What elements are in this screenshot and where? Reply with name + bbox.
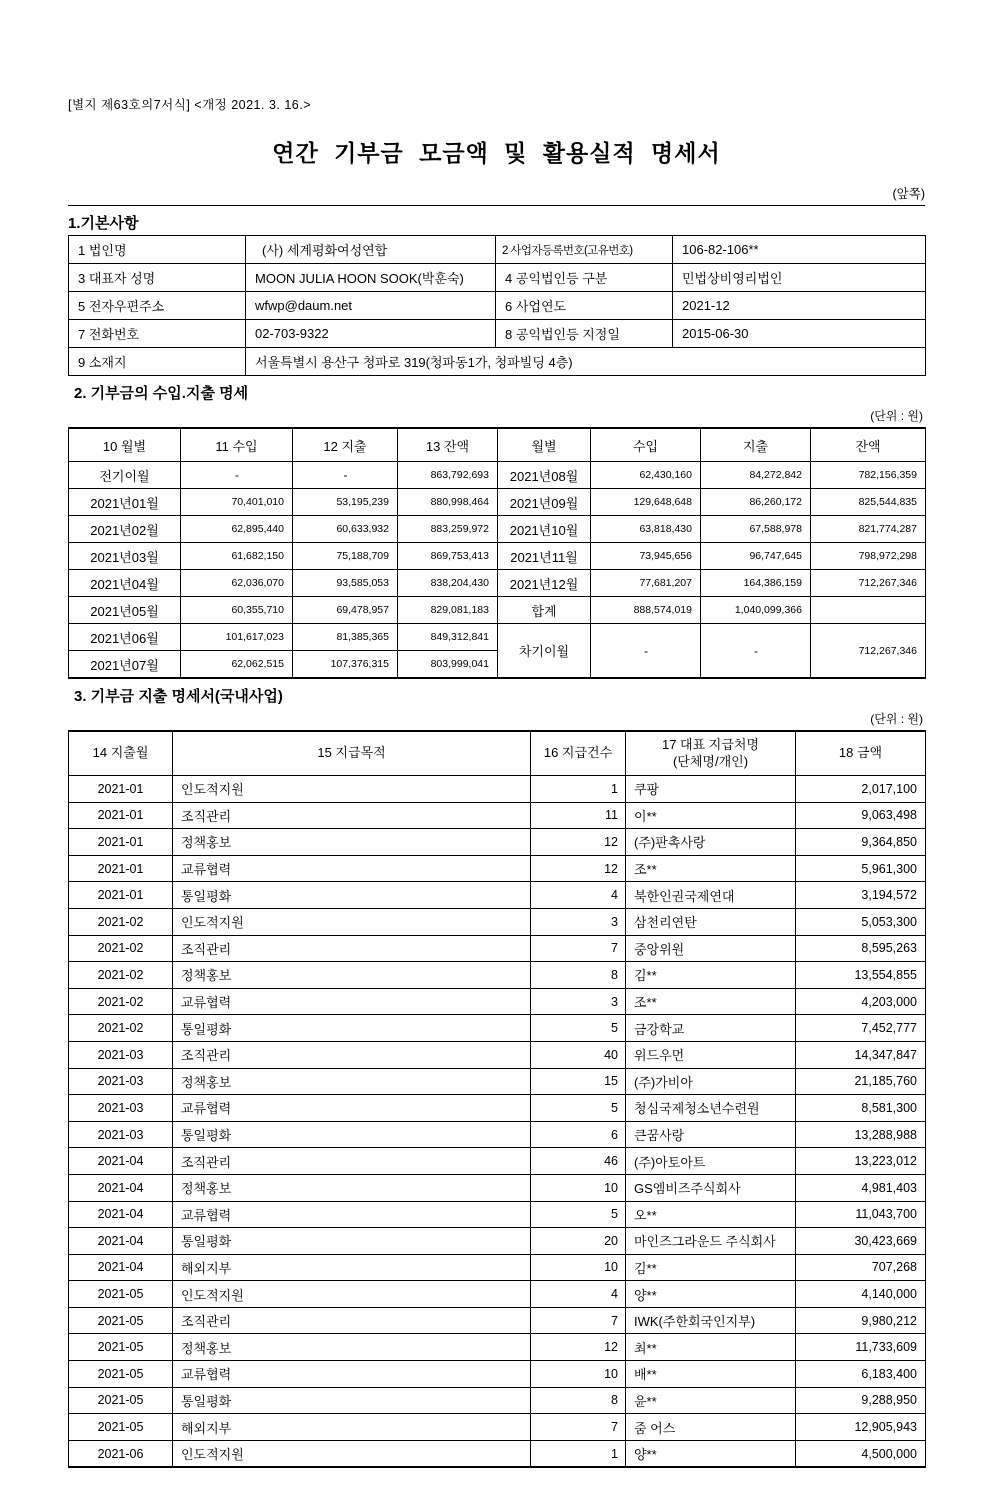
cell-count: 11 bbox=[531, 802, 626, 829]
cell-expense: 75,188,709 bbox=[293, 543, 398, 570]
basic-info-row bbox=[69, 264, 926, 292]
cell-amount: 4,203,000 bbox=[796, 988, 926, 1015]
basic-info-row bbox=[69, 292, 926, 320]
table-row bbox=[69, 802, 926, 829]
cell-income: 73,945,656 bbox=[591, 543, 701, 570]
cell-purpose: 통일평화 bbox=[173, 1228, 531, 1255]
cell-count: 20 bbox=[531, 1228, 626, 1255]
horizontal-divider bbox=[68, 205, 925, 206]
cell-count: 3 bbox=[531, 988, 626, 1015]
cell-balance: 829,081,183 bbox=[398, 597, 498, 624]
cell-amount: 6,183,400 bbox=[796, 1361, 926, 1388]
cell-payee: 양** bbox=[626, 1440, 796, 1467]
table-row bbox=[69, 1387, 926, 1414]
cell-month: 2021년04월 bbox=[69, 570, 181, 597]
cell-expense: - bbox=[293, 462, 398, 489]
cell-expense-month: 2021-03 bbox=[69, 1095, 173, 1122]
form-reference: [별지 제63호의7서식] <개정 2021. 3. 16.> bbox=[68, 98, 312, 112]
cell-amount: 13,554,855 bbox=[796, 962, 926, 989]
cell-payee: 배** bbox=[626, 1361, 796, 1388]
cell-amount: 11,733,609 bbox=[796, 1334, 926, 1361]
cell-amount: 13,223,012 bbox=[796, 1148, 926, 1175]
col-header: 수입 bbox=[591, 428, 701, 462]
income-expense-body bbox=[69, 462, 926, 679]
header-row bbox=[69, 731, 926, 776]
table-row bbox=[69, 908, 926, 935]
cell-amount: 4,500,000 bbox=[796, 1440, 926, 1467]
cell-expense-month: 2021-03 bbox=[69, 1041, 173, 1068]
cell-count: 3 bbox=[531, 908, 626, 935]
cell-purpose: 정책홍보 bbox=[173, 1334, 531, 1361]
cell-purpose: 교류협력 bbox=[173, 988, 531, 1015]
cell-expense: 93,585,053 bbox=[293, 570, 398, 597]
table-row bbox=[69, 988, 926, 1015]
cell-month: 2021년05월 bbox=[69, 597, 181, 624]
field-value: MOON JULIA HOON SOOK(박훈숙) bbox=[246, 264, 496, 292]
section3-unit-label: (단위 : 원) bbox=[870, 712, 923, 726]
cell-expense-month: 2021-04 bbox=[69, 1174, 173, 1201]
cell-balance: 825,544,835 bbox=[811, 489, 926, 516]
cell-balance: 838,204,430 bbox=[398, 570, 498, 597]
table-row bbox=[69, 1201, 926, 1228]
cell-income: 62,036,070 bbox=[181, 570, 293, 597]
table-row bbox=[69, 1361, 926, 1388]
cell-payee: 윤** bbox=[626, 1387, 796, 1414]
expenditure-detail-table bbox=[68, 730, 926, 1468]
cell-count: 1 bbox=[531, 776, 626, 803]
cell-expense: - bbox=[701, 624, 811, 679]
field-value: 서울특별시 용산구 청파로 319(청파동1가, 청파빌딩 4층) bbox=[246, 348, 926, 376]
cell-expense-month: 2021-05 bbox=[69, 1281, 173, 1308]
section2-heading: 2. 기부금의 수입.지출 명세 bbox=[74, 385, 249, 402]
table-row bbox=[69, 1068, 926, 1095]
cell-balance: 798,972,298 bbox=[811, 543, 926, 570]
cell-purpose: 조직관리 bbox=[173, 935, 531, 962]
cell-payee: (주)가비아 bbox=[626, 1068, 796, 1095]
cell-expense-month: 2021-01 bbox=[69, 829, 173, 856]
cell-expense-month: 2021-02 bbox=[69, 1015, 173, 1042]
col-header: 13 잔액 bbox=[398, 428, 498, 462]
cell-count: 6 bbox=[531, 1121, 626, 1148]
cell-purpose: 교류협력 bbox=[173, 1095, 531, 1122]
col-header-payee bbox=[626, 731, 796, 776]
cell-amount: 11,043,700 bbox=[796, 1201, 926, 1228]
cell-amount: 5,053,300 bbox=[796, 908, 926, 935]
cell-payee: 이** bbox=[626, 802, 796, 829]
cell-balance bbox=[811, 597, 926, 624]
cell-payee: (주)아토아트 bbox=[626, 1148, 796, 1175]
cell-month: 2021년08월 bbox=[498, 462, 591, 489]
section1-heading: 1.기본사항 bbox=[68, 215, 139, 232]
basic-info-table bbox=[68, 235, 926, 376]
cell-expense: 107,376,315 bbox=[293, 651, 398, 679]
cell-payee: 오** bbox=[626, 1201, 796, 1228]
table-row bbox=[69, 1148, 926, 1175]
table-row bbox=[69, 1254, 926, 1281]
table-row bbox=[69, 1095, 926, 1122]
cell-month: 2021년02월 bbox=[69, 516, 181, 543]
cell-expense-month: 2021-03 bbox=[69, 1068, 173, 1095]
basic-info-row bbox=[69, 236, 926, 264]
col-header-month: 14 지출월 bbox=[69, 731, 173, 776]
field-label: 8 공익법인등 지정일 bbox=[496, 320, 673, 348]
cell-amount: 707,268 bbox=[796, 1254, 926, 1281]
table-row bbox=[69, 1307, 926, 1334]
cell-income: 62,895,440 bbox=[181, 516, 293, 543]
cell-count: 15 bbox=[531, 1068, 626, 1095]
cell-count: 12 bbox=[531, 829, 626, 856]
field-label: 3 대표자 성명 bbox=[69, 264, 246, 292]
cell-purpose: 교류협력 bbox=[173, 1361, 531, 1388]
cell-count: 46 bbox=[531, 1148, 626, 1175]
cell-amount: 5,961,300 bbox=[796, 855, 926, 882]
cell-count: 40 bbox=[531, 1041, 626, 1068]
cell-expense: 1,040,099,366 bbox=[701, 597, 811, 624]
cell-payee: 위드우먼 bbox=[626, 1041, 796, 1068]
cell-expense-month: 2021-01 bbox=[69, 855, 173, 882]
cell-purpose: 통일평화 bbox=[173, 1121, 531, 1148]
cell-expense: 86,260,172 bbox=[701, 489, 811, 516]
field-value: wfwp@daum.net bbox=[246, 292, 496, 320]
cell-amount: 21,185,760 bbox=[796, 1068, 926, 1095]
cell-balance: 712,267,346 bbox=[811, 570, 926, 597]
cell-month: 2021년12월 bbox=[498, 570, 591, 597]
field-label: 1 법인명 bbox=[69, 236, 246, 264]
table-row bbox=[69, 1228, 926, 1255]
field-value: 2021-12 bbox=[673, 292, 926, 320]
cell-amount: 12,905,943 bbox=[796, 1414, 926, 1441]
cell-count: 8 bbox=[531, 962, 626, 989]
cell-payee: 마인즈그라운드 주식회사 bbox=[626, 1228, 796, 1255]
basic-info-body bbox=[69, 236, 926, 376]
col-header: 월별 bbox=[498, 428, 591, 462]
cell-count: 7 bbox=[531, 1307, 626, 1334]
cell-income: 62,062,515 bbox=[181, 651, 293, 679]
table-row bbox=[69, 1041, 926, 1068]
cell-expense: 67,588,978 bbox=[701, 516, 811, 543]
col-header: 12 지출 bbox=[293, 428, 398, 462]
cell-count: 10 bbox=[531, 1254, 626, 1281]
cell-payee: 큰꿈사랑 bbox=[626, 1121, 796, 1148]
cell-purpose: 인도적지원 bbox=[173, 908, 531, 935]
cell-month: 2021년01월 bbox=[69, 489, 181, 516]
cell-payee: GS엠비즈주식회사 bbox=[626, 1174, 796, 1201]
cell-count: 12 bbox=[531, 855, 626, 882]
cell-month: 합계 bbox=[498, 597, 591, 624]
cell-expense: 60,633,932 bbox=[293, 516, 398, 543]
cell-purpose: 교류협력 bbox=[173, 1201, 531, 1228]
cell-purpose: 정책홍보 bbox=[173, 962, 531, 989]
cell-balance: 782,156,359 bbox=[811, 462, 926, 489]
cell-expense-month: 2021-01 bbox=[69, 776, 173, 803]
cell-income: 61,682,150 bbox=[181, 543, 293, 570]
basic-info-row bbox=[69, 320, 926, 348]
cell-purpose: 정책홍보 bbox=[173, 1174, 531, 1201]
cell-purpose: 조직관리 bbox=[173, 802, 531, 829]
cell-amount: 2,017,100 bbox=[796, 776, 926, 803]
field-value: 106-82-106** bbox=[673, 236, 926, 264]
table-row bbox=[69, 962, 926, 989]
cell-expense-month: 2021-02 bbox=[69, 908, 173, 935]
cell-payee: 양** bbox=[626, 1281, 796, 1308]
cell-income: 70,401,010 bbox=[181, 489, 293, 516]
cell-purpose: 통일평화 bbox=[173, 882, 531, 909]
cell-expense-month: 2021-04 bbox=[69, 1254, 173, 1281]
cell-expense-month: 2021-03 bbox=[69, 1121, 173, 1148]
cell-payee: (주)판촉사랑 bbox=[626, 829, 796, 856]
col-header-amount: 18 금액 bbox=[796, 731, 926, 776]
cell-amount: 30,423,669 bbox=[796, 1228, 926, 1255]
cell-income: - bbox=[181, 462, 293, 489]
cell-payee: 줌 어스 bbox=[626, 1414, 796, 1441]
col-header-payee-line2: (단체명/개인) bbox=[672, 753, 749, 769]
cell-month: 2021년06월 bbox=[69, 624, 181, 651]
cell-month: 2021년07월 bbox=[69, 651, 181, 679]
cell-purpose: 조직관리 bbox=[173, 1307, 531, 1334]
cell-payee: 금강학교 bbox=[626, 1015, 796, 1042]
field-label: 2 사업자등록번호(고유번호) bbox=[496, 236, 673, 264]
cell-amount: 3,194,572 bbox=[796, 882, 926, 909]
cell-payee: 조** bbox=[626, 988, 796, 1015]
header-row bbox=[69, 428, 926, 462]
col-header-purpose: 15 지급목적 bbox=[173, 731, 531, 776]
cell-amount: 14,347,847 bbox=[796, 1041, 926, 1068]
section3-heading: 3. 기부금 지출 명세서(국내사업) bbox=[74, 688, 283, 705]
field-label: 4 공익법인등 구분 bbox=[496, 264, 673, 292]
table-row bbox=[69, 516, 926, 543]
cell-amount: 4,981,403 bbox=[796, 1174, 926, 1201]
cell-amount: 9,980,212 bbox=[796, 1307, 926, 1334]
cell-expense-month: 2021-02 bbox=[69, 988, 173, 1015]
cell-payee: 청심국제청소년수련원 bbox=[626, 1095, 796, 1122]
cell-purpose: 해외지부 bbox=[173, 1414, 531, 1441]
col-header: 지출 bbox=[701, 428, 811, 462]
cell-purpose: 교류협력 bbox=[173, 855, 531, 882]
table-row bbox=[69, 1015, 926, 1042]
field-label: 9 소재지 bbox=[69, 348, 246, 376]
cell-payee: IWK(주한회국인지부) bbox=[626, 1307, 796, 1334]
cell-count: 8 bbox=[531, 1387, 626, 1414]
table-row bbox=[69, 776, 926, 803]
cell-amount: 8,595,263 bbox=[796, 935, 926, 962]
cell-expense-month: 2021-06 bbox=[69, 1440, 173, 1467]
cell-month: 2021년09월 bbox=[498, 489, 591, 516]
field-label: 7 전화번호 bbox=[69, 320, 246, 348]
cell-expense: 96,747,645 bbox=[701, 543, 811, 570]
table-row bbox=[69, 462, 926, 489]
cell-payee: 조** bbox=[626, 855, 796, 882]
cell-payee: 김** bbox=[626, 1254, 796, 1281]
cell-purpose: 조직관리 bbox=[173, 1148, 531, 1175]
expenditure-header bbox=[69, 731, 926, 776]
col-header: 잔액 bbox=[811, 428, 926, 462]
cell-income: - bbox=[591, 624, 701, 679]
table-row bbox=[69, 624, 926, 651]
cell-balance: 880,998,464 bbox=[398, 489, 498, 516]
cell-purpose: 정책홍보 bbox=[173, 829, 531, 856]
cell-count: 10 bbox=[531, 1174, 626, 1201]
field-label: 5 전자우편주소 bbox=[69, 292, 246, 320]
cell-amount: 13,288,988 bbox=[796, 1121, 926, 1148]
table-row bbox=[69, 597, 926, 624]
cell-count: 12 bbox=[531, 1334, 626, 1361]
cell-expense: 81,385,365 bbox=[293, 624, 398, 651]
cell-month: 2021년03월 bbox=[69, 543, 181, 570]
col-header: 11 수입 bbox=[181, 428, 293, 462]
cell-expense-month: 2021-04 bbox=[69, 1228, 173, 1255]
cell-count: 5 bbox=[531, 1015, 626, 1042]
cell-balance: 863,792,693 bbox=[398, 462, 498, 489]
cell-income: 62,430,160 bbox=[591, 462, 701, 489]
cell-amount: 9,364,850 bbox=[796, 829, 926, 856]
expenditure-body bbox=[69, 776, 926, 1468]
basic-info-row bbox=[69, 348, 926, 376]
income-expense-table bbox=[68, 427, 926, 679]
cell-expense-month: 2021-05 bbox=[69, 1361, 173, 1388]
cell-balance: 883,259,972 bbox=[398, 516, 498, 543]
cell-purpose: 인도적지원 bbox=[173, 1281, 531, 1308]
field-label: 6 사업연도 bbox=[496, 292, 673, 320]
cell-expense-month: 2021-01 bbox=[69, 882, 173, 909]
cell-income: 63,818,430 bbox=[591, 516, 701, 543]
cell-expense: 164,386,159 bbox=[701, 570, 811, 597]
cell-purpose: 조직관리 bbox=[173, 1041, 531, 1068]
cell-expense: 84,272,842 bbox=[701, 462, 811, 489]
table-row bbox=[69, 1174, 926, 1201]
cell-payee: 최** bbox=[626, 1334, 796, 1361]
cell-count: 4 bbox=[531, 1281, 626, 1308]
cell-payee: 삼천리연탄 bbox=[626, 908, 796, 935]
table-row bbox=[69, 935, 926, 962]
cell-month: 2021년10월 bbox=[498, 516, 591, 543]
cell-expense-month: 2021-01 bbox=[69, 802, 173, 829]
cell-expense-month: 2021-05 bbox=[69, 1307, 173, 1334]
cell-month: 2021년11월 bbox=[498, 543, 591, 570]
cell-count: 7 bbox=[531, 1414, 626, 1441]
section2-unit-label: (단위 : 원) bbox=[870, 409, 923, 423]
table-row bbox=[69, 489, 926, 516]
cell-amount: 9,063,498 bbox=[796, 802, 926, 829]
cell-payee: 김** bbox=[626, 962, 796, 989]
cell-expense-month: 2021-04 bbox=[69, 1148, 173, 1175]
cell-balance: 712,267,346 bbox=[811, 624, 926, 679]
table-row bbox=[69, 855, 926, 882]
cell-expense-month: 2021-02 bbox=[69, 935, 173, 962]
cell-expense-month: 2021-02 bbox=[69, 962, 173, 989]
front-side-label: (앞쪽) bbox=[892, 187, 925, 201]
cell-expense-month: 2021-05 bbox=[69, 1414, 173, 1441]
col-header-count: 16 지급건수 bbox=[531, 731, 626, 776]
table-row bbox=[69, 1121, 926, 1148]
cell-income: 888,574,019 bbox=[591, 597, 701, 624]
cell-balance: 869,753,413 bbox=[398, 543, 498, 570]
cell-income: 101,617,023 bbox=[181, 624, 293, 651]
col-header-payee-line1: 17 대표 지급처명 bbox=[661, 737, 760, 753]
cell-income: 129,648,648 bbox=[591, 489, 701, 516]
cell-purpose: 인도적지원 bbox=[173, 1440, 531, 1467]
cell-balance: 849,312,841 bbox=[398, 624, 498, 651]
cell-amount: 9,288,950 bbox=[796, 1387, 926, 1414]
table-row bbox=[69, 1334, 926, 1361]
cell-balance: 803,999,041 bbox=[398, 651, 498, 679]
cell-payee: 쿠팡 bbox=[626, 776, 796, 803]
cell-expense: 69,478,957 bbox=[293, 597, 398, 624]
cell-expense: 53,195,239 bbox=[293, 489, 398, 516]
cell-purpose: 통일평화 bbox=[173, 1387, 531, 1414]
cell-month: 차기이월 bbox=[498, 624, 591, 679]
cell-count: 10 bbox=[531, 1361, 626, 1388]
cell-payee: 중앙위원 bbox=[626, 935, 796, 962]
cell-expense-month: 2021-04 bbox=[69, 1201, 173, 1228]
cell-amount: 7,452,777 bbox=[796, 1015, 926, 1042]
cell-purpose: 통일평화 bbox=[173, 1015, 531, 1042]
cell-purpose: 정책홍보 bbox=[173, 1068, 531, 1095]
field-value: (사) 세계평화여성연합 bbox=[246, 236, 496, 264]
table-row bbox=[69, 1414, 926, 1441]
field-value: 민법상비영리법인 bbox=[673, 264, 926, 292]
cell-count: 5 bbox=[531, 1095, 626, 1122]
page-title: 연간 기부금 모금액 및 활용실적 명세서 bbox=[272, 140, 721, 166]
cell-income: 60,355,710 bbox=[181, 597, 293, 624]
cell-amount: 8,581,300 bbox=[796, 1095, 926, 1122]
table-row bbox=[69, 570, 926, 597]
col-header: 10 월별 bbox=[69, 428, 181, 462]
cell-income: 77,681,207 bbox=[591, 570, 701, 597]
table-row bbox=[69, 882, 926, 909]
cell-expense-month: 2021-05 bbox=[69, 1334, 173, 1361]
income-expense-header bbox=[69, 428, 926, 462]
cell-purpose: 인도적지원 bbox=[173, 776, 531, 803]
table-row bbox=[69, 829, 926, 856]
cell-month: 전기이월 bbox=[69, 462, 181, 489]
cell-count: 5 bbox=[531, 1201, 626, 1228]
cell-count: 7 bbox=[531, 935, 626, 962]
table-row bbox=[69, 1281, 926, 1308]
cell-amount: 4,140,000 bbox=[796, 1281, 926, 1308]
cell-expense-month: 2021-05 bbox=[69, 1387, 173, 1414]
cell-balance: 821,774,287 bbox=[811, 516, 926, 543]
cell-count: 1 bbox=[531, 1440, 626, 1467]
table-row bbox=[69, 1440, 926, 1467]
field-value: 2015-06-30 bbox=[673, 320, 926, 348]
table-row bbox=[69, 543, 926, 570]
cell-payee: 북한인권국제연대 bbox=[626, 882, 796, 909]
cell-count: 4 bbox=[531, 882, 626, 909]
field-value: 02-703-9322 bbox=[246, 320, 496, 348]
cell-purpose: 해외지부 bbox=[173, 1254, 531, 1281]
